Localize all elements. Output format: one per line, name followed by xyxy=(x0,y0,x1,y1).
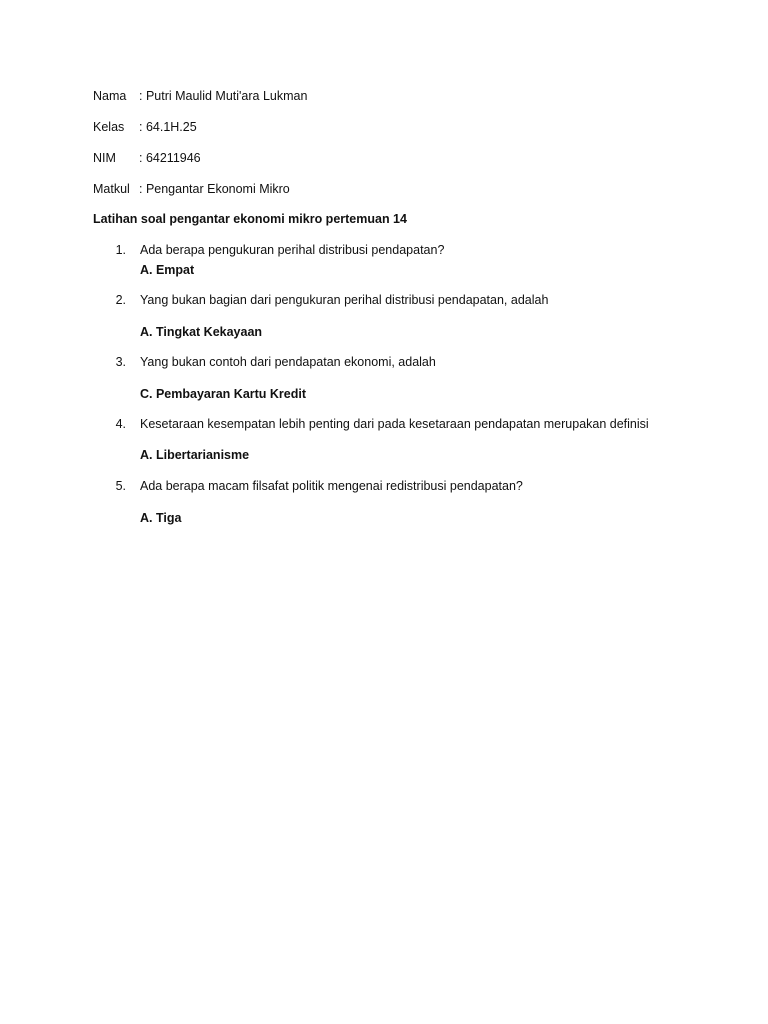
question-answer: C. Pembayaran Kartu Kredit xyxy=(140,387,307,401)
question-text: Yang bukan bagian dari pengukuran perihal distribusi pendapatan, adalah xyxy=(140,293,549,307)
question-number: 1. xyxy=(115,243,126,257)
info-label-nim: NIM xyxy=(93,151,116,165)
question-text: Yang bukan contoh dari pendapatan ekonomi, adalah xyxy=(140,355,436,369)
info-row-nim xyxy=(93,150,201,166)
question-answer: A. Tiga xyxy=(140,511,182,525)
info-label-matkul: Matkul xyxy=(93,182,130,196)
info-value-nim: : 64211946 xyxy=(139,151,201,165)
question-number: 2. xyxy=(115,293,126,307)
question-text: Kesetaraan kesempatan lebih penting dari pada kesetaraan pendapatan merupakan definisi xyxy=(140,417,649,431)
question-number: 3. xyxy=(115,355,126,369)
info-value-nama: : Putri Maulid Muti'ara Lukman xyxy=(139,89,308,103)
document-title: Latihan soal pengantar ekonomi mikro pertemuan 14 xyxy=(93,212,407,226)
question-number: 5. xyxy=(115,479,126,493)
info-value-matkul: : Pengantar Ekonomi Mikro xyxy=(139,182,290,196)
question-text: Ada berapa pengukuran perihal distribusi pendapatan? xyxy=(140,243,445,257)
info-row-nama xyxy=(93,88,307,104)
info-label-nama: Nama xyxy=(93,89,127,103)
info-value-kelas: : 64.1H.25 xyxy=(139,120,197,134)
question-answer: A. Tingkat Kekayaan xyxy=(140,325,263,339)
info-label-kelas: Kelas xyxy=(93,120,125,134)
info-row-matkul xyxy=(93,181,290,197)
question-answer: A. Empat xyxy=(140,263,195,277)
question-number: 4. xyxy=(115,417,126,431)
info-row-kelas xyxy=(93,119,197,135)
question-text: Ada berapa macam filsafat politik mengenai redistribusi pendapatan? xyxy=(140,479,523,493)
question-answer: A. Libertarianisme xyxy=(140,448,250,462)
